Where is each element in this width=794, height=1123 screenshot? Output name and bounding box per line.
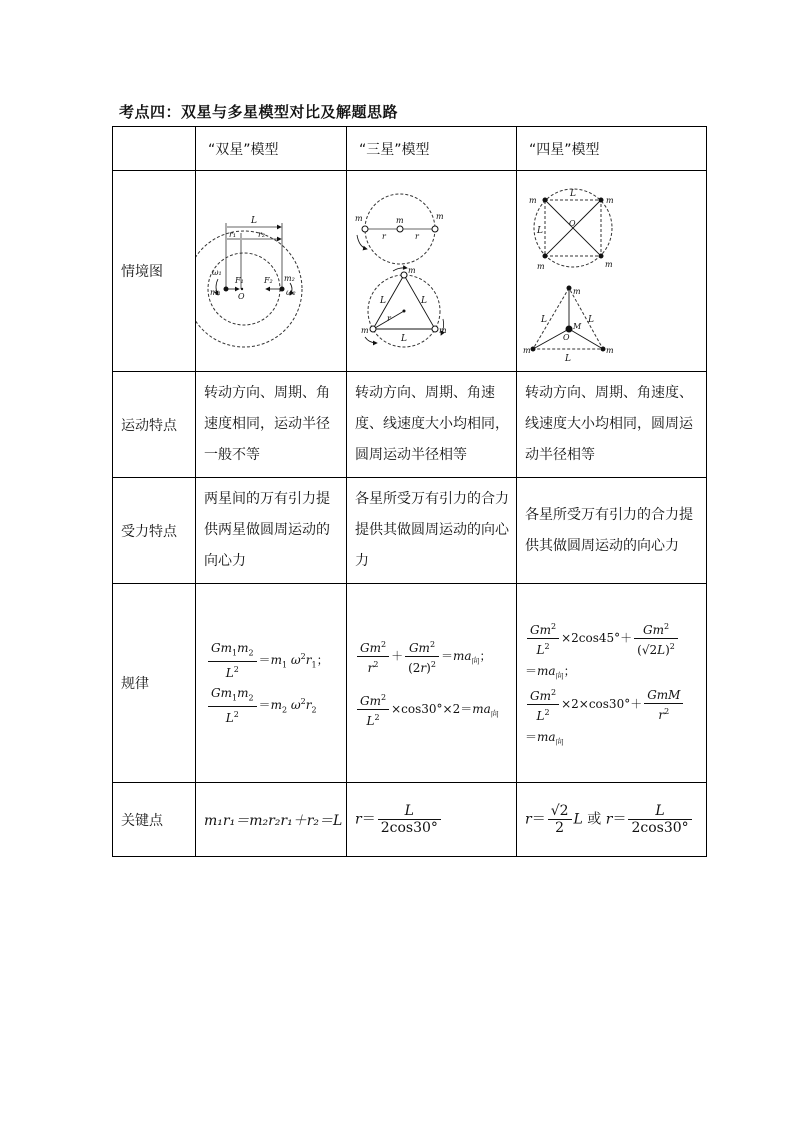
- law-triple-eq1: $\frac{Gm^2}{r^2}$ ＋ $\frac{Gm^2}{(2r)^2}$ $=ma_向$；: [355, 637, 516, 676]
- label-m: m: [529, 196, 537, 205]
- scene-row: [113, 171, 707, 372]
- law-quad-eq1-tail: $=ma_向$；: [525, 663, 576, 680]
- label-w2: ω₂: [286, 288, 296, 297]
- force-row: [113, 478, 707, 584]
- key-triple: r＝ $\frac{L}{2\cos 30^\circ}$: [347, 783, 517, 857]
- label-m2: m₂: [284, 274, 295, 283]
- law-triple-eq2: $\frac{Gm^2}{L^2}$ $\times\cos 30^\circ\times 2=ma_向$: [355, 690, 516, 729]
- label-r: r: [387, 314, 391, 323]
- label-O: O: [238, 292, 245, 301]
- label-m: m: [408, 266, 416, 275]
- force-quad: 各星所受万有引力的合力提供其做圆周运动的向心力: [517, 478, 707, 584]
- motion-binary: 转动方向、周期、角速度相同，运动半径一般不等: [196, 372, 347, 478]
- motion-triple: 转动方向、周期、角速度、线速度大小均相同，圆周运动半径相等: [347, 372, 517, 478]
- law-binary-eq1: $\frac{Gm_1m_2}{L^2}$ $=m_1$ $\omega^2r_1$；: [206, 640, 346, 681]
- label-L: L: [251, 216, 257, 226]
- comparison-table: [112, 126, 707, 857]
- label-L: L: [565, 354, 571, 364]
- law-quad: [517, 584, 707, 783]
- label-L: L: [570, 189, 576, 199]
- label-m: m: [605, 260, 613, 269]
- label-r: r: [415, 232, 419, 241]
- law-row: [113, 584, 707, 783]
- label-m1: m₁: [210, 288, 221, 297]
- label-M: M: [573, 322, 582, 331]
- label-m: m: [537, 262, 545, 271]
- motion-quad: 转动方向、周期、角速度、线速度大小均相同，圆周运动半径相等: [517, 372, 707, 478]
- label-m: m: [573, 287, 581, 296]
- section-heading: 考点四：双星与多星模型对比及解题思路: [119, 103, 399, 121]
- label-F1: F₁: [235, 276, 244, 285]
- label-w1: ω₁: [212, 268, 222, 277]
- table-header-row: [113, 127, 707, 171]
- label-m: m: [361, 326, 369, 335]
- label-m: m: [606, 346, 614, 355]
- label-r: r: [382, 232, 386, 241]
- scene-row-label: 情境图: [113, 171, 196, 372]
- binary-diagram-cell: [196, 171, 347, 372]
- law-binary-eq2: $\frac{Gm_1m_2}{L^2}$ $=m_2$ $\omega^2r_2$: [206, 685, 346, 726]
- label-L: L: [421, 296, 427, 306]
- label-L: L: [588, 315, 594, 325]
- label-L: L: [537, 226, 543, 236]
- label-O: O: [569, 219, 576, 228]
- law-quad-eq2: $\frac{Gm^2}{L^2}$ ×2×cos30°＋ $\frac{\text{GmM}}{r^2}$: [525, 685, 706, 724]
- col-triple-header: “三星”模型: [347, 127, 517, 171]
- label-F2: F₂: [264, 276, 273, 285]
- triple-star-diagram: [347, 171, 515, 367]
- label-m: m: [396, 216, 404, 225]
- motion-row-label: 运动特点: [113, 372, 196, 478]
- law-quad-eq2-tail: $=ma_向$: [525, 730, 564, 747]
- label-L: L: [541, 315, 547, 325]
- label-O: O: [563, 333, 570, 342]
- law-row-label: 规律: [113, 584, 196, 783]
- label-m: m: [439, 326, 447, 335]
- key-row: [113, 783, 707, 857]
- force-row-label: 受力特点: [113, 478, 196, 584]
- label-L: L: [380, 296, 386, 306]
- force-triple: 各星所受万有引力的合力提供其做圆周运动的向心力: [347, 478, 517, 584]
- label-m: m: [606, 196, 614, 205]
- quad-star-diagram: [517, 171, 705, 367]
- law-binary: [196, 584, 347, 783]
- key-row-label: 关键点: [113, 783, 196, 857]
- quad-diagram-cell: [517, 171, 707, 372]
- label-L: L: [401, 334, 407, 344]
- label-r2: r₂: [258, 230, 266, 239]
- motion-row: [113, 372, 707, 478]
- key-binary: m₁r₁＝m₂r₂r₁＋r₂＝L: [196, 783, 347, 857]
- force-binary: 两星间的万有引力提供两星做圆周运动的向心力: [196, 478, 347, 584]
- label-m: m: [355, 214, 363, 223]
- col-binary-header: “双星”模型: [196, 127, 347, 171]
- corner-cell: [113, 127, 196, 171]
- label-m: m: [436, 212, 444, 221]
- law-triple: [347, 584, 517, 783]
- triple-diagram-cell: [347, 171, 517, 372]
- binary-star-diagram: [196, 171, 346, 367]
- col-quad-header: “四星”模型: [517, 127, 707, 171]
- label-m: m: [523, 346, 531, 355]
- key-quad: r＝ $\frac{√2}{2}$ L 或 r＝ $\frac{L}{2\cos 30^\circ}$: [517, 783, 707, 857]
- label-r1: r₁: [229, 230, 237, 239]
- law-quad-eq1: $\frac{Gm^2}{L^2}$ ×2cos45°＋ $\frac{Gm^2}{(√2L)^2}$: [525, 619, 706, 658]
